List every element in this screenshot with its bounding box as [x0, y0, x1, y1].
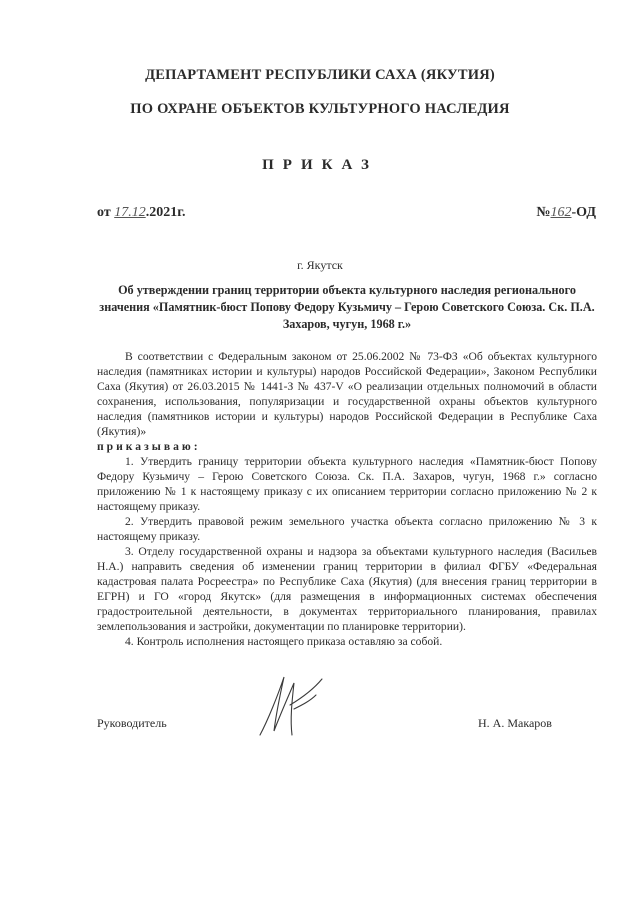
order-date [97, 205, 185, 221]
order-number [536, 205, 596, 221]
signatory-name: Н. А. Макаров [478, 716, 552, 730]
order-item-2: 2. Утвердить правовой режим земельного участка объекта согласно приложению № 3 к настоящему приказу. [97, 515, 597, 543]
order-body [97, 349, 597, 649]
order-subject: Об утверждении границ территории объекта культурного наследия регионального значения «Памятник-бюст Попову Федору Кузьмичу – Герою Советского Союза. Ск. П.А. Захаров, чугун, 1968 г.» [99, 283, 595, 331]
document-type-heading: ПРИКАЗ [262, 157, 378, 173]
city-label: г. Якутск [297, 258, 343, 272]
preamble-paragraph [97, 349, 597, 439]
number-suffix: -ОД [571, 205, 596, 220]
department-title-line1: ДЕПАРТАМЕНТ РЕСПУБЛИКИ САХА (ЯКУТИЯ) [145, 67, 495, 83]
handwritten-number: 162 [550, 205, 572, 220]
date-suffix: .2021г. [145, 205, 186, 220]
number-prefix: № [536, 205, 551, 220]
order-word: приказываю: [97, 440, 201, 453]
signatory-title: Руководитель [97, 716, 167, 730]
handwritten-date: 17.12 [114, 205, 146, 220]
handwritten-signature [250, 665, 330, 745]
preamble-text: В соответствии с Федеральным законом от 25.06.2002 № 73-ФЗ «Об объектах культурного наследия (памятниках истории и культуры) народов Российской Федерации», Законом Республики Саха (Якутия) от 26.03.2015 № 1441-З № 437-V «О реализации отдельных полномочий в области сохранения, использования, популяризации и государственной охраны объектов культурного наследия (памятников истории и культуры) народов Российской Федерации в Республике Саха (Якутия)» [97, 350, 597, 438]
department-title-line2: ПО ОХРАНЕ ОБЪЕКТОВ КУЛЬТУРНОГО НАСЛЕДИЯ [130, 101, 510, 117]
order-word-paragraph [97, 439, 597, 454]
order-item-1: 1. Утвердить границу территории объекта культурного наследия «Памятник-бюст Попову Федору Кузьмичу – Герою Советского Союза. Ск. П.А. Захаров, чугун, 1968 г.» согласно приложению № 1 к настоящему приказу с их описанием территории согласно приложению № 2 к настоящему приказу. [97, 455, 597, 513]
order-item-4: 4. Контроль исполнения настоящего приказа оставляю за собой. [125, 635, 443, 648]
date-prefix: от [97, 205, 115, 220]
order-item-3: 3. Отделу государственной охраны и надзора за объектами культурного наследия (Васильев Н.А.) направить сведения об изменении границ территории в филиал ФГБУ «Федеральная кадастровая палата Росреестра» по Республике Саха (Якутия) (для внесения границ территории в ЕГРН) и ГО «город Якутск» (для размещения в информационных системах обеспечения градостроительной деятельности, в документах территориального планирования, правилах землепользования и застройки, документации по планировке территории). [97, 545, 597, 633]
